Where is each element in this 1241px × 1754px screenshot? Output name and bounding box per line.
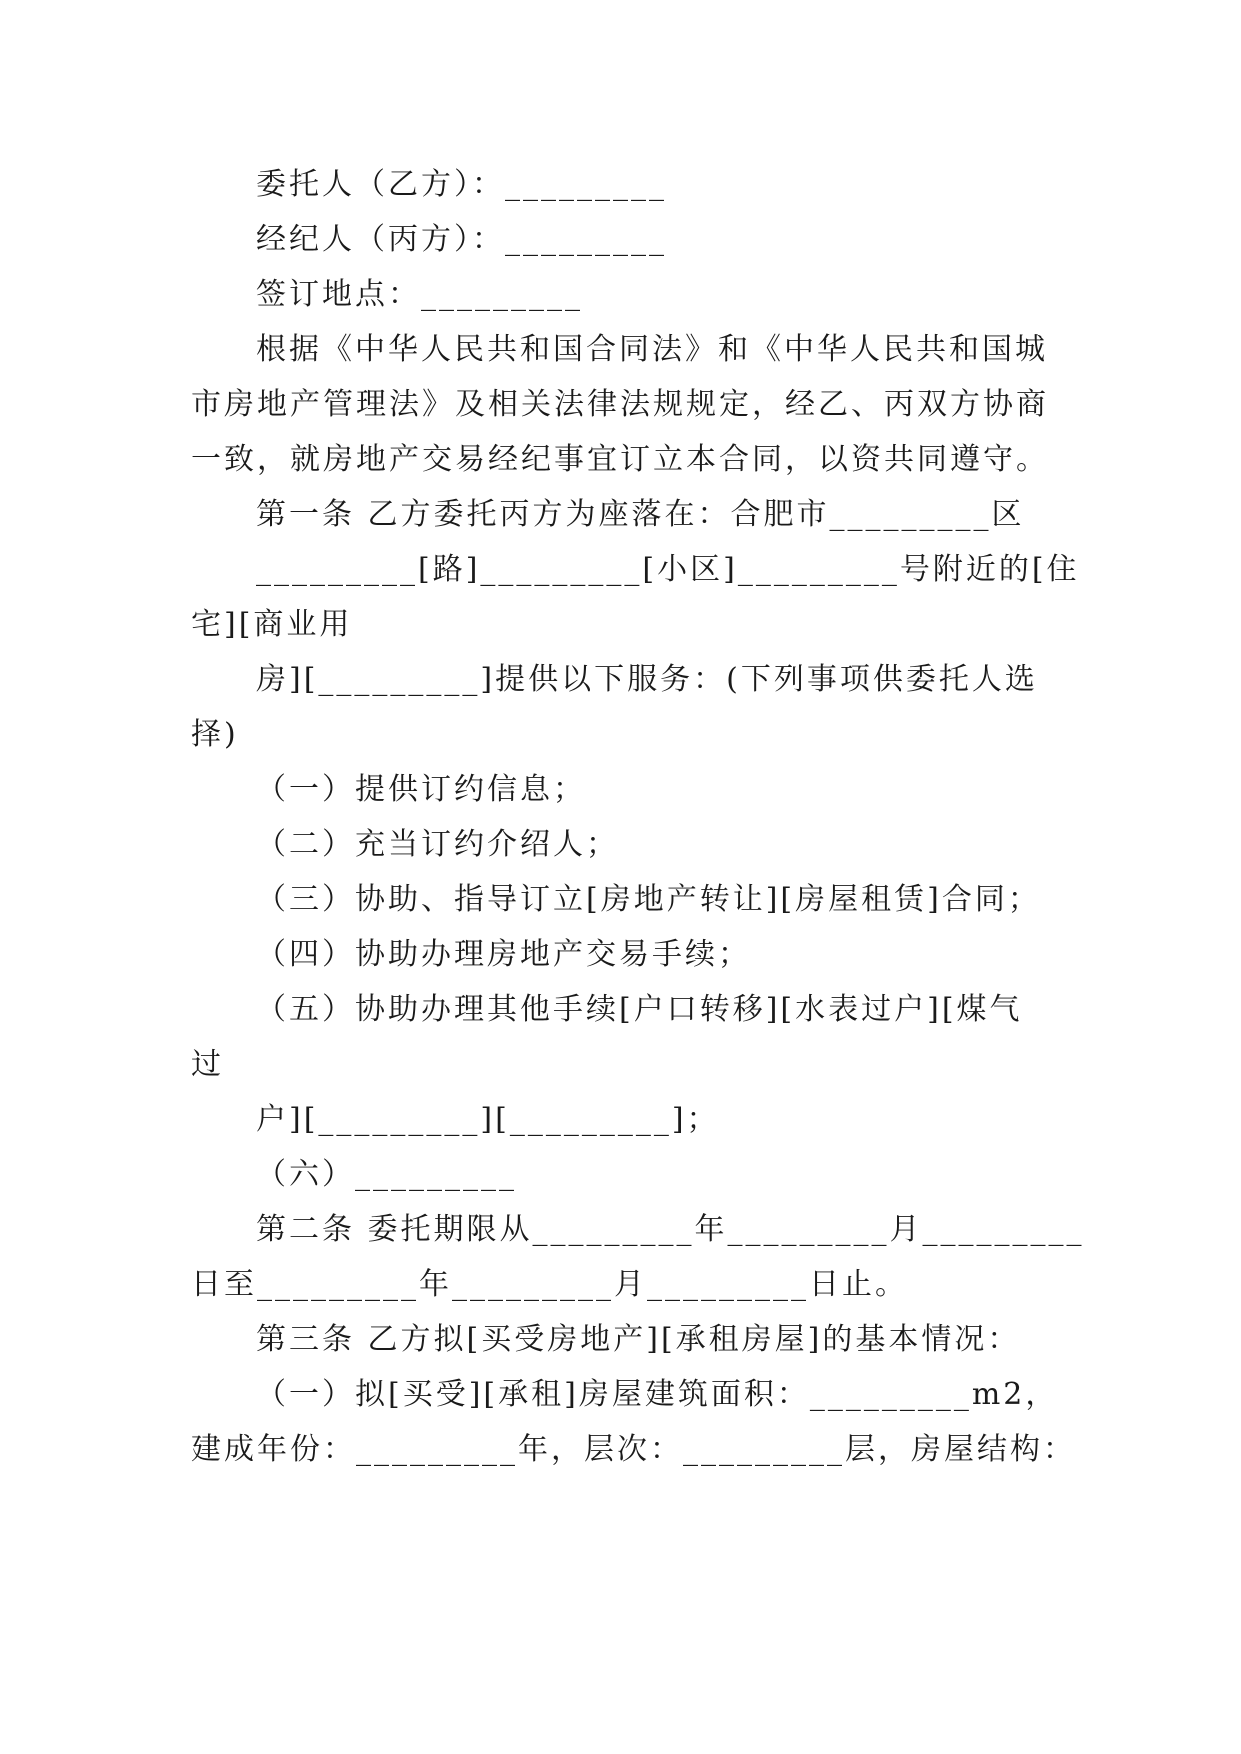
service-item-5-line-3: 户][_________][_________]； (256, 1102, 720, 1137)
article-1-line-5: 择) (191, 717, 239, 752)
preamble-line-3: 一致，就房地产交易经纪事宜订立本合同，以资共同遵守。 (191, 442, 1049, 477)
preamble-line-2: 市房地产管理法》及相关法律法规规定，经乙、丙双方协商 (191, 387, 1049, 422)
service-item-6: （六）_________ (256, 1157, 517, 1192)
service-item-1: （一）提供订约信息； (256, 772, 586, 807)
broker-party-c-line: 经纪人（丙方）：_________ (256, 222, 667, 257)
article-1-line-1: 第一条 乙方委托丙方为座落在：合肥市_________区 (256, 497, 1025, 532)
article-1-line-4: 房][_________]提供以下服务：(下列事项供委托人选 (256, 662, 1038, 697)
article-3-item-1-line-2: 建成年份：_________年，层次：_________层，房屋结构： (191, 1432, 1076, 1467)
principal-party-b-line: 委托人（乙方）：_________ (256, 167, 667, 202)
service-item-3: （三）协助、指导订立[房地产转让][房屋租赁]合同； (256, 882, 1041, 917)
article-2-line-2: 日至_________年_________月_________日止。 (191, 1267, 908, 1302)
article-3-item-1-line-1: （一）拟[买受][承租]房屋建筑面积：_________m2， (256, 1377, 1059, 1412)
service-item-2: （二）充当订约介绍人； (256, 827, 619, 862)
article-2-line-1: 第二条 委托期限从_________年_________月_________ (256, 1212, 1085, 1247)
signing-place-line: 签订地点：_________ (256, 277, 583, 312)
service-item-5-line-2: 过 (191, 1047, 224, 1082)
article-1-line-2: _________[路]_________[小区]_________号附近的[住 (256, 552, 1080, 587)
service-item-4: （四）协助办理房地产交易手续； (256, 937, 751, 972)
service-item-5-line-1: （五）协助办理其他手续[户口转移][水表过户][煤气 (256, 992, 1023, 1027)
article-3-line-1: 第三条 乙方拟[买受房地产][承租房屋]的基本情况： (256, 1322, 1021, 1357)
article-1-line-3: 宅][商业用 (191, 607, 353, 642)
preamble-line-1: 根据《中华人民共和国合同法》和《中华人民共和国城 (256, 332, 1048, 367)
